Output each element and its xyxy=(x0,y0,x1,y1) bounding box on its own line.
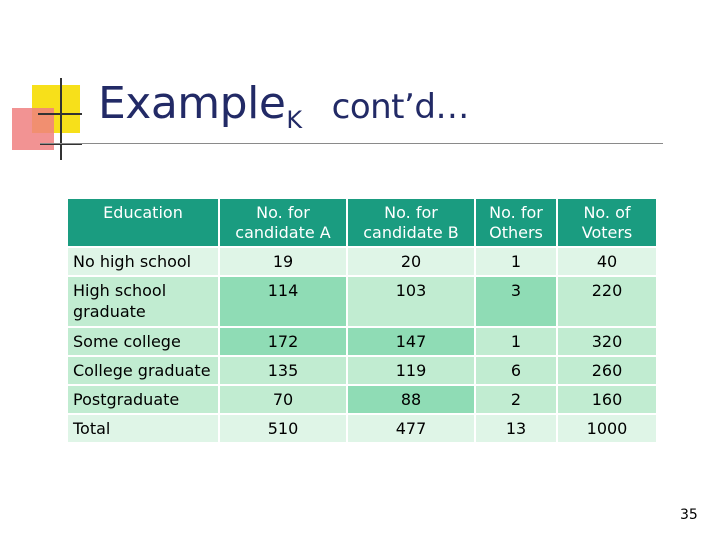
voters-table xyxy=(66,197,658,444)
cell-others: 6 xyxy=(476,357,556,384)
title-subscript: K xyxy=(286,106,302,134)
cell-candidate-b: 477 xyxy=(348,415,474,442)
cell-voters: 160 xyxy=(558,386,656,413)
table-row xyxy=(68,277,656,326)
title-underline xyxy=(40,143,663,144)
table-header-row xyxy=(68,199,656,246)
decor-short-line xyxy=(38,113,82,115)
cell-others: 1 xyxy=(476,328,556,355)
cell-voters: 220 xyxy=(558,277,656,326)
header-voters: No. of Voters xyxy=(558,199,656,246)
cell-candidate-a: 19 xyxy=(220,248,346,275)
page-number: 35 xyxy=(680,507,698,523)
cell-candidate-a: 114 xyxy=(220,277,346,326)
row-label: No high school xyxy=(68,248,218,275)
cell-candidate-b: 103 xyxy=(348,277,474,326)
row-label: Total xyxy=(68,415,218,442)
cell-candidate-a: 172 xyxy=(220,328,346,355)
cell-candidate-b: 88 xyxy=(348,386,474,413)
cell-candidate-a: 70 xyxy=(220,386,346,413)
slide-title xyxy=(98,78,469,134)
row-label: Some college xyxy=(68,328,218,355)
header-education: Education xyxy=(68,199,218,246)
cell-voters: 320 xyxy=(558,328,656,355)
cell-candidate-a: 510 xyxy=(220,415,346,442)
row-label: Postgraduate xyxy=(68,386,218,413)
header-candidate-b: No. for candidate B xyxy=(348,199,474,246)
cell-candidate-b: 147 xyxy=(348,328,474,355)
table-row xyxy=(68,328,656,355)
row-label: High school graduate xyxy=(68,277,218,326)
cell-others: 2 xyxy=(476,386,556,413)
header-candidate-a: No. for candidate A xyxy=(220,199,346,246)
table-row xyxy=(68,386,656,413)
title-continued: cont’d… xyxy=(331,87,469,127)
cell-others: 3 xyxy=(476,277,556,326)
cell-candidate-b: 119 xyxy=(348,357,474,384)
title-main: Example xyxy=(98,78,286,129)
cell-candidate-b: 20 xyxy=(348,248,474,275)
cell-voters: 1000 xyxy=(558,415,656,442)
header-others: No. for Others xyxy=(476,199,556,246)
table-row xyxy=(68,357,656,384)
cell-candidate-a: 135 xyxy=(220,357,346,384)
cell-voters: 260 xyxy=(558,357,656,384)
table-row-total xyxy=(68,415,656,442)
cell-others: 13 xyxy=(476,415,556,442)
table-row xyxy=(68,248,656,275)
cell-others: 1 xyxy=(476,248,556,275)
row-label: College graduate xyxy=(68,357,218,384)
decor-vertical-line xyxy=(60,78,62,160)
cell-voters: 40 xyxy=(558,248,656,275)
